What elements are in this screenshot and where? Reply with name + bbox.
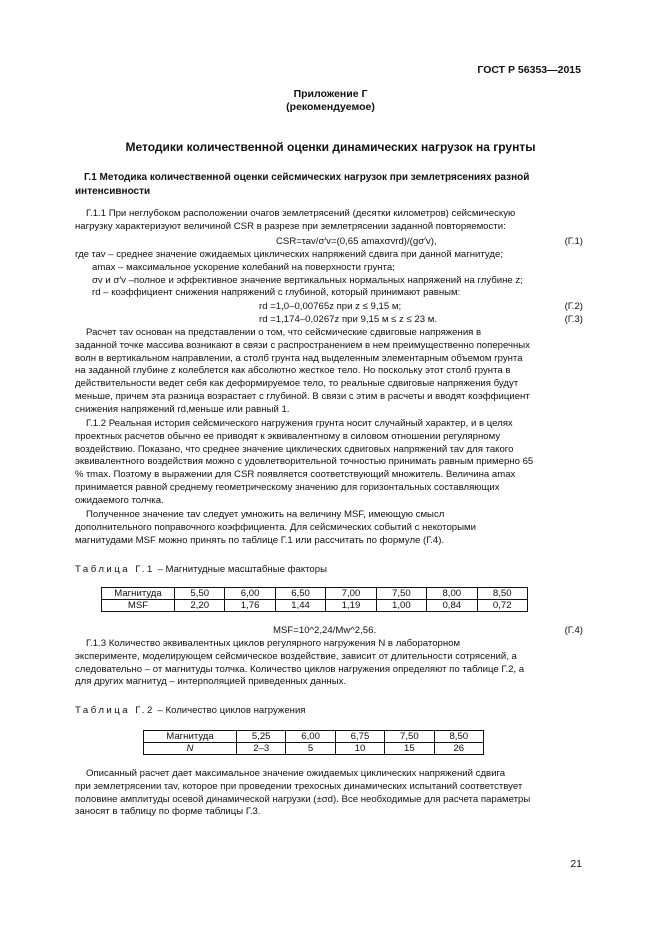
definition-line: rd – коэффициент снижения напряжений с глубиной, который принимают равным: xyxy=(92,287,461,299)
table-label: Таблица Г.2 xyxy=(75,705,155,716)
section-heading: Г.1 Методика количественной оценки сейсмических нагрузок при землетрясениях разной интенсивности xyxy=(75,172,530,197)
table-cell: 6,00 xyxy=(286,731,335,743)
equation-text: MSF=10^2,24/Mw^2,56. xyxy=(273,625,377,636)
table-g2 xyxy=(143,730,484,755)
table-row xyxy=(102,600,528,612)
table-cell: 6,00 xyxy=(225,588,275,600)
definitions-list xyxy=(75,249,583,300)
equation-text: rd =1,174–0,0267z при 9,15 м ≤ z ≤ 23 м. xyxy=(259,314,438,325)
paragraph-g-1-1 xyxy=(75,208,583,234)
document-standard-header: ГОСТ Р 56353—2015 xyxy=(477,64,581,76)
table-cell: 15 xyxy=(385,743,434,755)
table-g1-caption xyxy=(75,564,327,575)
text-line: принимается равной среднему геометрическому значению для горизонтальных составляющих xyxy=(75,481,500,493)
equation-g4 xyxy=(75,625,583,638)
text-line: для других магнитуд – интерполяцией приведенных данных. xyxy=(75,676,347,688)
paragraph-g-1-2 xyxy=(75,418,583,508)
text-line: Г.1.3 Количество эквивалентных циклов регулярного нагружения N в лабораторном xyxy=(86,638,461,649)
text-line: % τmax. Поэтому в выражении для CSR появляется соответствующий множитель. Величина amax xyxy=(75,469,516,481)
paragraph-msf xyxy=(75,509,583,547)
text-line: Расчет τav основан на представлении о том, что сейсмические сдвиговые напряжения в xyxy=(86,327,482,338)
table-cell: 1,19 xyxy=(326,600,376,612)
text-line: эксперименте, моделирующем сейсмическое воздействие, зависит от длительности сотрясений, а xyxy=(75,650,517,662)
text-line: нагрузку характеризуют величиной CSR в разрезе при землетрясении заданной повторяемости: xyxy=(75,220,506,232)
table-row xyxy=(144,743,484,755)
table-cell: 5,50 xyxy=(175,588,225,600)
table-caption-text: – Магнитудные масштабные факторы xyxy=(157,564,327,575)
table-cell: 7,00 xyxy=(326,588,376,600)
table-cell: 1,44 xyxy=(275,600,325,612)
paragraph-tau-calculation xyxy=(75,327,583,417)
definition-line: σv и σ′v –полное и эффективное значение вертикальных нормальных напряжений на глубине z; xyxy=(92,274,523,286)
table-cell: 5,25 xyxy=(237,731,286,743)
text-line: проектных расчетов обычно ее приводят к эквивалентному в силовом отношении регулярному xyxy=(75,430,501,442)
text-line: меньше, причем эта разница возрастает с глубиной. В связи с этим в расчеты и вводят коэффициент xyxy=(75,390,530,402)
table-cell: 6,50 xyxy=(275,588,325,600)
definition-line: где τav – среднее значение ожидаемых циклических напряжений сдвига при данной магнитуде; xyxy=(75,249,503,260)
table-cell: Магнитуда xyxy=(144,731,237,743)
table-cell: MSF xyxy=(102,600,175,612)
equation-text: rd =1,0–0,00765z при z ≤ 9,15 м; xyxy=(259,301,402,312)
text-line: на заданной глубине z колеблется как абсолютно жесткое тело. Но поскольку этот столб грунта в xyxy=(75,365,511,377)
table-cell: 1,00 xyxy=(376,600,426,612)
table-row xyxy=(102,588,528,600)
table-cell: 5 xyxy=(286,743,335,755)
table-cell: 2,20 xyxy=(175,600,225,612)
text-line: заносят в таблицу по форме таблицы Г.3. xyxy=(75,806,261,818)
table-cell: 0,84 xyxy=(427,600,477,612)
equation-number: (Г.1) xyxy=(564,236,583,247)
table-g1 xyxy=(101,587,528,612)
text-line: следовательно – от магнитуды толчка. Количество циклов нагружения определяют по таблице Г.2, а xyxy=(75,663,525,675)
equation-number: (Г.3) xyxy=(564,314,583,325)
table-cell: 10 xyxy=(335,743,384,755)
table-cell: Магнитуда xyxy=(102,588,175,600)
text-line: Г.1.1 При неглубоком расположении очагов землетрясений (десятки километров) сейсмическую xyxy=(86,208,516,219)
text-line: Полученное значение τav следует умножить на величину MSF, имеющую смысл xyxy=(86,509,445,520)
table-row xyxy=(144,731,484,743)
table-cell: 1,76 xyxy=(225,600,275,612)
definition-line: amax – максимальное ускорение колебаний на поверхности грунта; xyxy=(92,261,395,273)
text-line: заданной точке массива возникают в связи с распространением в нем преимущественно поперечных xyxy=(75,339,531,351)
table-cell: 6,75 xyxy=(335,731,384,743)
paragraph-conclusion xyxy=(75,768,583,819)
text-line: эквивалентного воздействия можно с удовлетворительной точностью принимать равным примерно 65 xyxy=(75,456,534,468)
table-cell: 8,50 xyxy=(477,588,527,600)
text-line: Г.1.2 Реальная история сейсмического нагружения грунта носит случайный характер, и в целях xyxy=(86,418,513,429)
table-cell: 7,50 xyxy=(385,731,434,743)
appendix-status: (рекомендуемое) xyxy=(286,101,375,113)
appendix-title: Приложение Г xyxy=(293,88,368,100)
text-line: половине амплитуды осевой динамической нагрузки (±σd). Все необходимые для расчета параметры xyxy=(75,793,531,805)
equation-g3 xyxy=(75,314,583,327)
paragraph-g-1-3 xyxy=(75,638,583,689)
text-line: Описанный расчет дает максимальное значение ожидаемых циклических напряжений сдвига xyxy=(86,768,506,779)
text-line: дополнительного поправочного коэффициента. Для сейсмических событий с некоторыми xyxy=(75,521,476,533)
equation-g2 xyxy=(75,301,583,314)
table-label: Таблица Г.1 xyxy=(75,564,155,575)
text-line: магнитудами MSF можно принять по таблице Г.1 или рассчитать по формуле (Г.4). xyxy=(75,534,445,546)
text-line: снижения напряжений rd,меньше или равный 1. xyxy=(75,403,290,415)
equation-number: (Г.2) xyxy=(564,301,583,312)
text-line: при землетрясении τav, которое при проведении трехосных динамических испытаний соответствует xyxy=(75,780,523,792)
table-cell: N xyxy=(144,743,237,755)
table-cell: 0,72 xyxy=(477,600,527,612)
page-number: 21 xyxy=(570,858,582,870)
text-line: ожидаемого толчка. xyxy=(75,494,164,506)
table-cell: 7,50 xyxy=(376,588,426,600)
text-line: волн в вертикальном направлении, а столб грунта над выделенным элементарным объемом грунта xyxy=(75,352,523,364)
table-g2-caption xyxy=(75,705,306,716)
table-cell: 8,00 xyxy=(427,588,477,600)
text-line: действительности ведет себя как деформируемое тело, то реальные сдвиговые напряжения будут xyxy=(75,378,519,390)
equation-number: (Г.4) xyxy=(564,625,583,636)
equation-text: CSR=τav/σ′v=(0,65 amaxσvrd)/(gσ′v), xyxy=(276,236,437,247)
table-cell: 2–3 xyxy=(237,743,286,755)
equation-g1 xyxy=(75,236,583,249)
appendix-heading xyxy=(0,88,661,114)
table-cell: 26 xyxy=(434,743,483,755)
text-line: воздействию. Показано, что среднее значение циклических сдвиговых напряжений τav для такого xyxy=(75,443,514,455)
table-caption-text: – Количество циклов нагружения xyxy=(157,705,306,716)
page-title: Методики количественной оценки динамических нагрузок на грунты xyxy=(125,140,536,154)
table-cell: 8,50 xyxy=(434,731,483,743)
